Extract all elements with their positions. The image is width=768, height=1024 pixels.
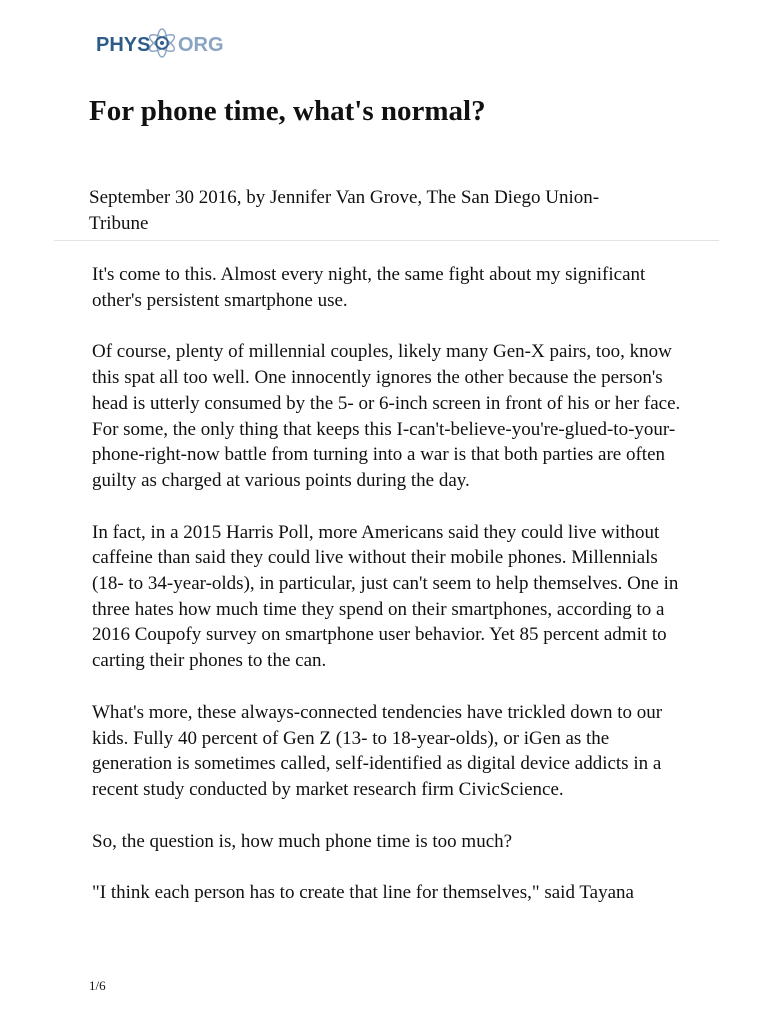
paragraph-2: Of course, plenty of millennial couples, likely many Gen-X pairs, too, know this spat all too well. One innocently ignores the other because the person's head is utterly consumed by the 5- or 6-inch screen in front of his or her face. For some, the only thing that keeps this I-can't-believe-you're-glued-to-your-phone-right-now battle from turning into a war is that both parties are often guilty as charged at various points during the day.	[92, 341, 681, 491]
paragraph-5: So, the question is, how much phone time is too much?	[92, 830, 513, 852]
logo-text-left: PHYS	[96, 34, 151, 56]
atom-icon	[147, 29, 176, 57]
logo-graphic	[96, 24, 236, 64]
logo-text-right: ORG	[178, 34, 224, 56]
paragraph-1: It's come to this. Almost every night, the same fight about my significant other's persistent smartphone use.	[92, 264, 646, 311]
page-number: 1/6	[89, 978, 106, 993]
article-body	[92, 262, 692, 932]
paragraph-3: In fact, in a 2015 Harris Poll, more Americans said they could live without caffeine than said they could live without their mobile phones. Millennials (18- to 34-year-olds), in particular, just can't seem to help themselves. One in three hates how much time they spend on their smartphones, according to a 2016 Coupofy survey on smartphone user behavior. Yet 85 percent admit to carting their phones to the can.	[92, 521, 679, 672]
article-byline: September 30 2016, by Jennifer Van Grove, The San Diego Union-Tribune	[89, 187, 600, 234]
paragraph-4: What's more, these always-connected tendencies have trickled down to our kids. Fully 40 percent of Gen Z (13- to 18-year-olds), or iGen as the generation is sometimes called, self-identified as digital device addicts in a recent study conducted by market research firm CivicScience.	[92, 701, 663, 800]
paragraph-6: "I think each person has to create that line for themselves," said Tayana	[92, 882, 634, 904]
article-title: For phone time, what's normal?	[89, 95, 486, 127]
header-divider	[54, 240, 719, 241]
phys-org-logo	[96, 24, 236, 64]
